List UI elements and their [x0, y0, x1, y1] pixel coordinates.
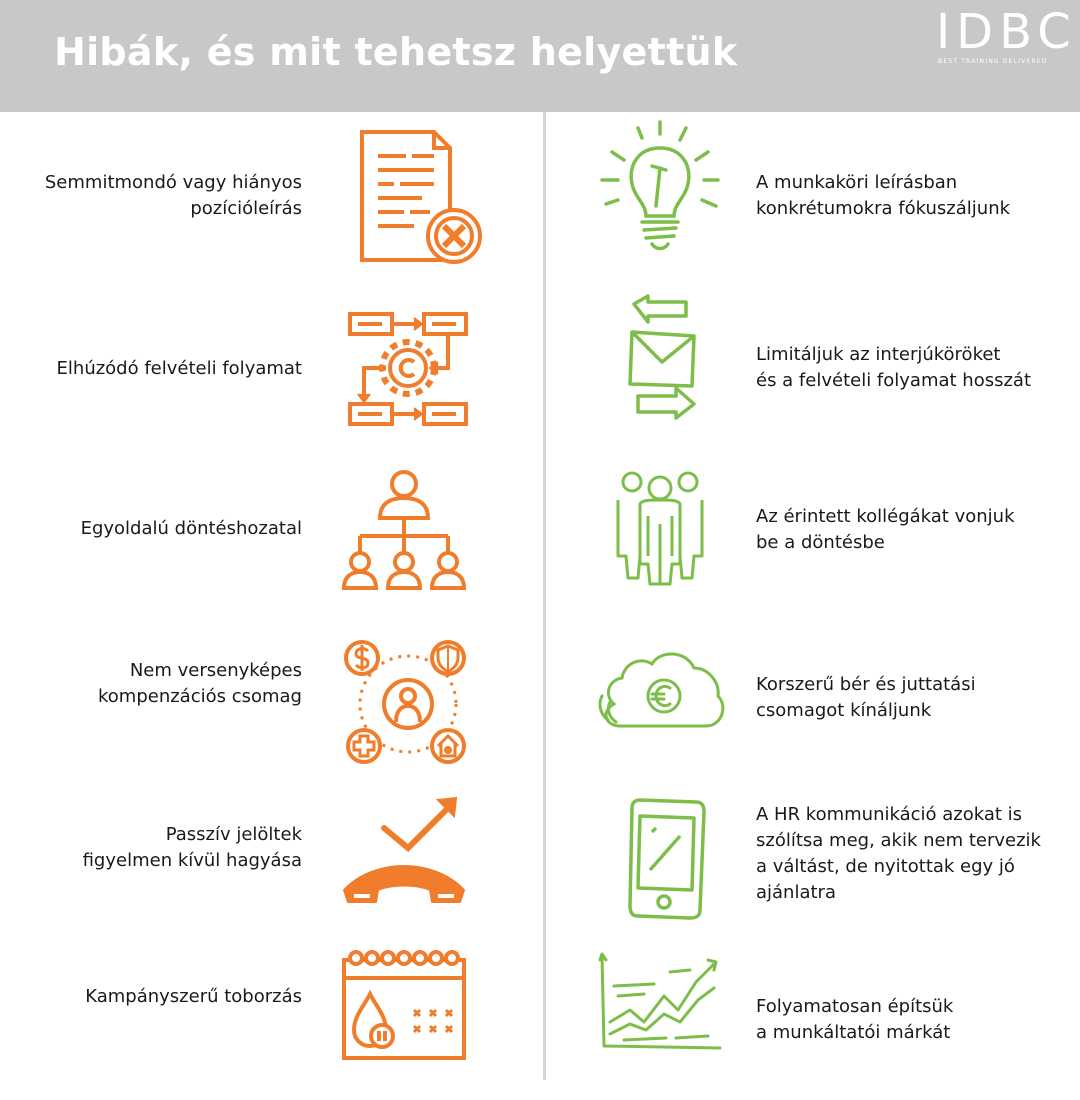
text-line: kompenzációs csomag — [97, 686, 302, 707]
text-line: Folyamatosan építsük — [756, 996, 954, 1017]
text-line: Elhúzódó felvételi folyamat — [56, 358, 302, 379]
euro-cloud-icon — [590, 630, 730, 770]
document-x-icon — [334, 124, 484, 274]
text-line: Nem versenyképes — [129, 660, 302, 681]
text-line: csomagot kínáljunk — [756, 700, 932, 721]
growth-chart-icon — [590, 926, 730, 1066]
text-line: Limitáljuk az interjúköröket — [756, 344, 1001, 365]
text-line: Semmitmondó vagy hiányos — [44, 172, 302, 193]
benefits-icon — [334, 634, 484, 784]
solution-text — [756, 802, 1066, 906]
text-line: ajánlatra — [756, 882, 836, 903]
text-line: szólítsa meg, akik nem tervezik — [756, 830, 1041, 851]
solution-text — [756, 672, 1066, 724]
group-people-icon — [590, 460, 730, 600]
text-line: pozícióleírás — [190, 198, 302, 219]
lightbulb-icon — [590, 118, 730, 258]
text-line: konkrétumokra fókuszáljunk — [756, 198, 1011, 219]
row-decision-making — [0, 454, 1080, 614]
row-passive-candidates — [0, 788, 1080, 948]
workflow-gear-icon — [334, 298, 484, 448]
logo-text: IDBC — [936, 4, 1077, 60]
row-campaign-recruiting — [0, 940, 1080, 1100]
text-line: be a döntésbe — [756, 532, 885, 553]
problem-text — [2, 170, 302, 222]
problem-text — [2, 658, 302, 710]
phone-check-icon — [334, 794, 484, 944]
problem-text — [2, 356, 302, 382]
row-compensation — [0, 626, 1080, 786]
solution-text — [756, 170, 1066, 222]
header-banner — [0, 0, 1080, 112]
logo-subtitle: BEST TRAINING DELIVERED — [938, 58, 1048, 65]
text-line: Passzív jelöltek — [165, 824, 302, 845]
solution-text — [756, 994, 1066, 1046]
text-line: és a felvételi folyamat hosszát — [756, 370, 1032, 391]
text-line: Az érintett kollégákat vonjuk — [756, 506, 1015, 527]
problem-text — [2, 822, 302, 874]
text-line: Kampányszerű toborzás — [85, 986, 302, 1007]
text-line: a munkáltatói márkát — [756, 1022, 951, 1043]
text-line: A HR kommunikáció azokat is — [756, 804, 1023, 825]
smartphone-icon — [590, 792, 730, 932]
row-job-description — [0, 118, 1080, 278]
solution-text — [756, 504, 1066, 556]
idbc-logo — [936, 4, 1076, 72]
hierarchy-icon — [334, 464, 484, 614]
text-line: a váltást, de nyitottak egy jó — [756, 856, 1015, 877]
problem-text — [2, 516, 302, 542]
text-line: figyelmen kívül hagyása — [82, 850, 302, 871]
calendar-icon — [334, 944, 484, 1094]
text-line: Korszerű bér és juttatási — [756, 674, 976, 695]
row-hiring-process — [0, 290, 1080, 450]
text-line: A munkaköri leírásban — [756, 172, 958, 193]
text-line: Egyoldalú döntéshozatal — [80, 518, 302, 539]
page-title: Hibák, és mit tehetsz helyettük — [54, 30, 738, 74]
solution-text — [756, 342, 1066, 394]
problem-text — [2, 984, 302, 1010]
envelope-arrows-icon — [590, 290, 730, 430]
